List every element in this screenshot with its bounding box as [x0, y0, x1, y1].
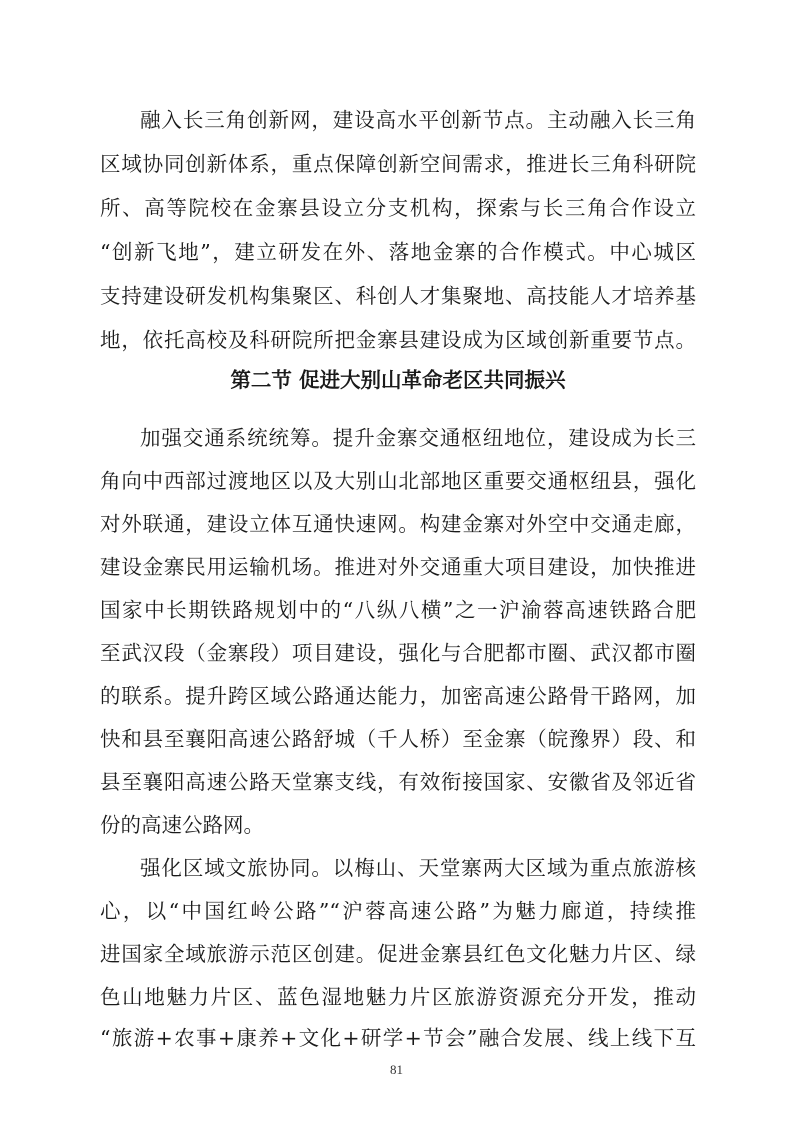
paragraph-line: 加强交通系统统筹。提升金寨交通枢纽地位，建设成为长三 [140, 426, 696, 450]
section-heading: 第二节 促进大别山革命老区共同振兴 [230, 368, 566, 392]
paragraph-line: 色山地魅力片区、蓝色湿地魅力片区旅游资源充分开发，推动 [100, 985, 696, 1009]
paragraph-line: 快和县至襄阳高速公路舒城（千人桥）至金寨（皖豫界）段、和 [100, 727, 696, 751]
paragraph-line: 县至襄阳高速公路天堂寨支线，有效衔接国家、安徽省及邻近省 [100, 770, 696, 794]
paragraph-line: 对外联通，建设立体互通快速网。构建金寨对外空中交通走廊， [100, 512, 696, 536]
paragraph-line: 地，依托高校及科研院所把金寨县建设成为区域创新重要节点。 [100, 328, 696, 352]
paragraph-line: 支持建设研发机构集聚区、科创人才集聚地、高技能人才培养基 [100, 284, 696, 308]
paragraph-line: 国家中长期铁路规划中的“八纵八横”之一沪渝蓉高速铁路合肥 [100, 598, 696, 622]
paragraph-line: “创新飞地”，建立研发在外、落地金寨的合作模式。中心城区 [100, 240, 696, 264]
paragraph-line: 进国家全域旅游示范区创建。促进金寨县红色文化魅力片区、绿 [100, 942, 696, 966]
paragraph-line: “旅游+农事+康养+文化+研学+节会”融合发展、线上线下互 [100, 1026, 696, 1050]
paragraph-line: 强化区域文旅协同。以梅山、天堂寨两大区域为重点旅游核 [140, 856, 696, 880]
paragraph-line: 融入长三角创新网，建设高水平创新节点。主动融入长三角 [140, 108, 696, 132]
paragraph-line: 所、高等院校在金寨县设立分支机构，探索与长三角合作设立 [100, 196, 696, 220]
paragraph-line: 的联系。提升跨区域公路通达能力，加密高速公路骨干路网，加 [100, 684, 696, 708]
paragraph-line: 角向中西部过渡地区以及大别山北部地区重要交通枢纽县，强化 [100, 469, 696, 493]
paragraph-line: 至武汉段（金寨段）项目建设，强化与合肥都市圈、武汉都市圈 [100, 641, 696, 665]
paragraph-line: 建设金寨民用运输机场。推进对外交通重大项目建设，加快推进 [100, 555, 696, 579]
paragraph-line: 区域协同创新体系，重点保障创新空间需求，推进长三角科研院 [100, 152, 696, 176]
paragraph-line: 心，以“中国红岭公路”“沪蓉高速公路”为魅力廊道，持续推 [100, 899, 696, 923]
page-number: 81 [390, 1062, 403, 1077]
paragraph-line: 份的高速公路网。 [100, 813, 264, 837]
